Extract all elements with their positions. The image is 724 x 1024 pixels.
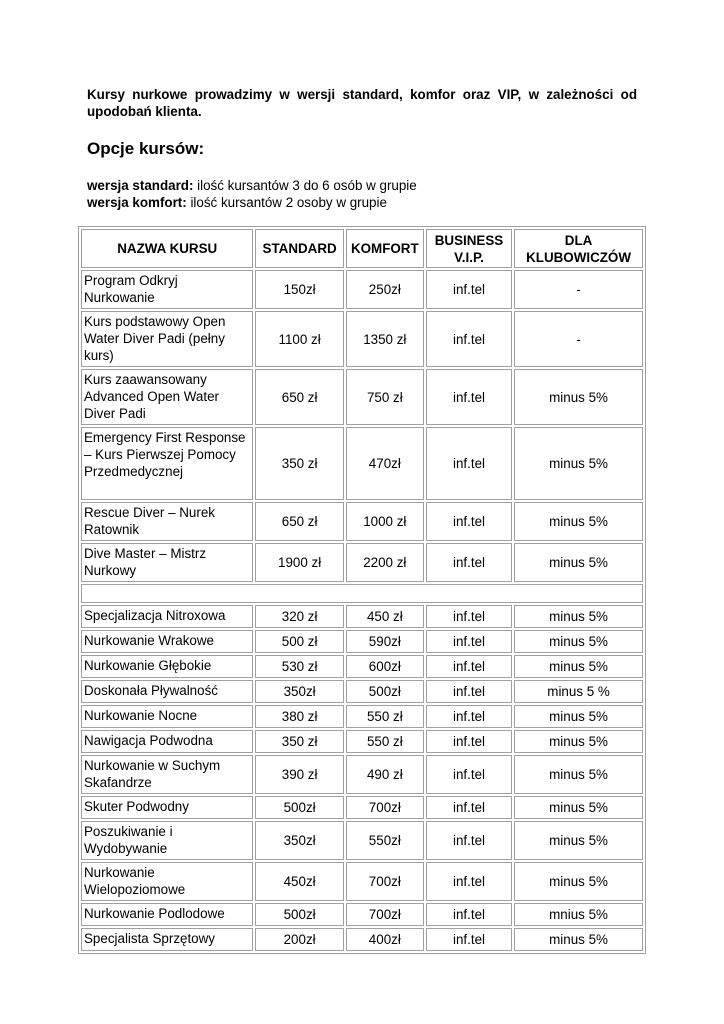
variant-komfort-label: wersja komfort: — [87, 195, 187, 210]
cell-course-name: Nurkowanie Wrakowe — [81, 630, 253, 653]
table-separator-row — [81, 584, 643, 603]
table-row — [81, 502, 643, 541]
cell-komfort-price: 700zł — [346, 862, 424, 901]
cell-course-name: Nurkowanie Wielopoziomowe — [81, 862, 253, 901]
cell-course-name: Dive Master – Mistrz Nurkowy — [81, 543, 253, 582]
cell-business-vip: inf.tel — [426, 655, 512, 678]
cell-course-name: Nawigacja Podwodna — [81, 730, 253, 753]
cell-business-vip: inf.tel — [426, 862, 512, 901]
cell-club-discount: mnius 5% — [514, 903, 643, 926]
cell-komfort-price: 1000 zł — [346, 502, 424, 541]
cell-business-vip: inf.tel — [426, 755, 512, 794]
cell-course-name: Doskonała Pływalność — [81, 680, 253, 703]
cell-business-vip: inf.tel — [426, 605, 512, 628]
cell-standard-price: 530 zł — [255, 655, 343, 678]
cell-business-vip: inf.tel — [426, 705, 512, 728]
cell-club-discount: minus 5% — [514, 502, 643, 541]
table-row — [81, 369, 643, 425]
cell-standard-price: 450zł — [255, 862, 343, 901]
variant-standard-text: ilość kursantów 3 do 6 osób w grupie — [193, 178, 417, 193]
cell-club-discount: minus 5% — [514, 369, 643, 425]
table-row — [81, 605, 643, 628]
cell-business-vip: inf.tel — [426, 903, 512, 926]
options-heading: Opcje kursów: — [87, 139, 205, 158]
cell-standard-price: 350zł — [255, 821, 343, 860]
cell-club-discount: minus 5% — [514, 755, 643, 794]
cell-club-discount: minus 5% — [514, 605, 643, 628]
cell-komfort-price: 600zł — [346, 655, 424, 678]
cell-standard-price: 500zł — [255, 903, 343, 926]
cell-business-vip: inf.tel — [426, 427, 512, 500]
cell-komfort-price: 550zł — [346, 821, 424, 860]
cell-business-vip: inf.tel — [426, 821, 512, 860]
cell-standard-price: 650 zł — [255, 369, 343, 425]
cell-komfort-price: 2200 zł — [346, 543, 424, 582]
cell-club-discount: minus 5 % — [514, 680, 643, 703]
course-price-table — [78, 226, 646, 954]
cell-komfort-price: 490 zł — [346, 755, 424, 794]
table-row — [81, 270, 643, 309]
table-row — [81, 655, 643, 678]
table-body — [81, 270, 643, 951]
separator-cell — [81, 584, 643, 603]
header-club-members: DLA KLUBOWICZÓW — [514, 229, 643, 268]
cell-business-vip: inf.tel — [426, 630, 512, 653]
table-row — [81, 311, 643, 367]
cell-standard-price: 200zł — [255, 928, 343, 951]
cell-course-name: Nurkowanie Nocne — [81, 705, 253, 728]
header-standard: STANDARD — [255, 229, 343, 268]
cell-club-discount: - — [514, 311, 643, 367]
variant-standard-label: wersja standard: — [87, 178, 194, 193]
cell-standard-price: 1100 zł — [255, 311, 343, 367]
cell-standard-price: 350 zł — [255, 427, 343, 500]
cell-business-vip: inf.tel — [426, 311, 512, 367]
cell-standard-price: 380 zł — [255, 705, 343, 728]
table-row — [81, 705, 643, 728]
cell-club-discount: minus 5% — [514, 705, 643, 728]
cell-standard-price: 150zł — [255, 270, 343, 309]
variant-komfort-text: ilość kursantów 2 osoby w grupie — [186, 195, 387, 210]
cell-business-vip: inf.tel — [426, 730, 512, 753]
cell-komfort-price: 450 zł — [346, 605, 424, 628]
cell-club-discount: minus 5% — [514, 427, 643, 500]
variant-komfort — [87, 194, 387, 211]
cell-komfort-price: 590zł — [346, 630, 424, 653]
cell-standard-price: 500 zł — [255, 630, 343, 653]
table-row — [81, 796, 643, 819]
cell-business-vip: inf.tel — [426, 680, 512, 703]
cell-business-vip: inf.tel — [426, 543, 512, 582]
table-row — [81, 821, 643, 860]
cell-course-name: Poszukiwanie i Wydobywanie — [81, 821, 253, 860]
cell-standard-price: 1900 zł — [255, 543, 343, 582]
cell-club-discount: minus 5% — [514, 730, 643, 753]
cell-course-name: Kurs podstawowy Open Water Diver Padi (pełny kurs) — [81, 311, 253, 367]
table-row — [81, 928, 643, 951]
intro-paragraph: Kursy nurkowe prowadzimy w wersji standard, komfor oraz VIP, w zależności od upodobań klienta. — [87, 87, 637, 119]
cell-course-name: Specjalista Sprzętowy — [81, 928, 253, 951]
cell-standard-price: 320 zł — [255, 605, 343, 628]
cell-business-vip: inf.tel — [426, 270, 512, 309]
cell-course-name: Program Odkryj Nurkowanie — [81, 270, 253, 309]
cell-course-name: Kurs zaawansowany Advanced Open Water Diver Padi — [81, 369, 253, 425]
header-komfort: KOMFORT — [346, 229, 424, 268]
variant-standard — [87, 177, 417, 194]
cell-standard-price: 500zł — [255, 796, 343, 819]
cell-course-name: Rescue Diver – Nurek Ratownik — [81, 502, 253, 541]
table-row — [81, 755, 643, 794]
cell-komfort-price: 550 zł — [346, 705, 424, 728]
table-row — [81, 862, 643, 901]
cell-course-name: Skuter Podwodny — [81, 796, 253, 819]
cell-komfort-price: 1350 zł — [346, 311, 424, 367]
header-course-name: NAZWA KURSU — [81, 229, 253, 268]
cell-komfort-price: 400zł — [346, 928, 424, 951]
table-header-row — [81, 229, 643, 268]
table-row — [81, 730, 643, 753]
cell-club-discount: minus 5% — [514, 821, 643, 860]
table-row — [81, 630, 643, 653]
cell-standard-price: 650 zł — [255, 502, 343, 541]
table-row — [81, 427, 643, 500]
cell-club-discount: minus 5% — [514, 796, 643, 819]
cell-club-discount: - — [514, 270, 643, 309]
cell-club-discount: minus 5% — [514, 928, 643, 951]
cell-business-vip: inf.tel — [426, 369, 512, 425]
cell-course-name: Nurkowanie w Suchym Skafandrze — [81, 755, 253, 794]
table-row — [81, 680, 643, 703]
cell-komfort-price: 250zł — [346, 270, 424, 309]
cell-business-vip: inf.tel — [426, 928, 512, 951]
header-business-vip: BUSINESS V.I.P. — [426, 229, 512, 268]
cell-club-discount: minus 5% — [514, 862, 643, 901]
cell-komfort-price: 750 zł — [346, 369, 424, 425]
cell-komfort-price: 700zł — [346, 903, 424, 926]
cell-club-discount: minus 5% — [514, 655, 643, 678]
cell-course-name: Specjalizacja Nitroxowa — [81, 605, 253, 628]
cell-standard-price: 350 zł — [255, 730, 343, 753]
cell-club-discount: minus 5% — [514, 630, 643, 653]
cell-komfort-price: 500zł — [346, 680, 424, 703]
table-row — [81, 903, 643, 926]
table-row — [81, 543, 643, 582]
cell-course-name: Emergency First Response – Kurs Pierwszej Pomocy Przedmedycznej — [81, 427, 253, 500]
cell-standard-price: 390 zł — [255, 755, 343, 794]
cell-club-discount: minus 5% — [514, 543, 643, 582]
cell-komfort-price: 700zł — [346, 796, 424, 819]
cell-business-vip: inf.tel — [426, 796, 512, 819]
cell-course-name: Nurkowanie Podlodowe — [81, 903, 253, 926]
cell-business-vip: inf.tel — [426, 502, 512, 541]
cell-komfort-price: 550 zł — [346, 730, 424, 753]
cell-course-name: Nurkowanie Głębokie — [81, 655, 253, 678]
cell-standard-price: 350zł — [255, 680, 343, 703]
cell-komfort-price: 470zł — [346, 427, 424, 500]
